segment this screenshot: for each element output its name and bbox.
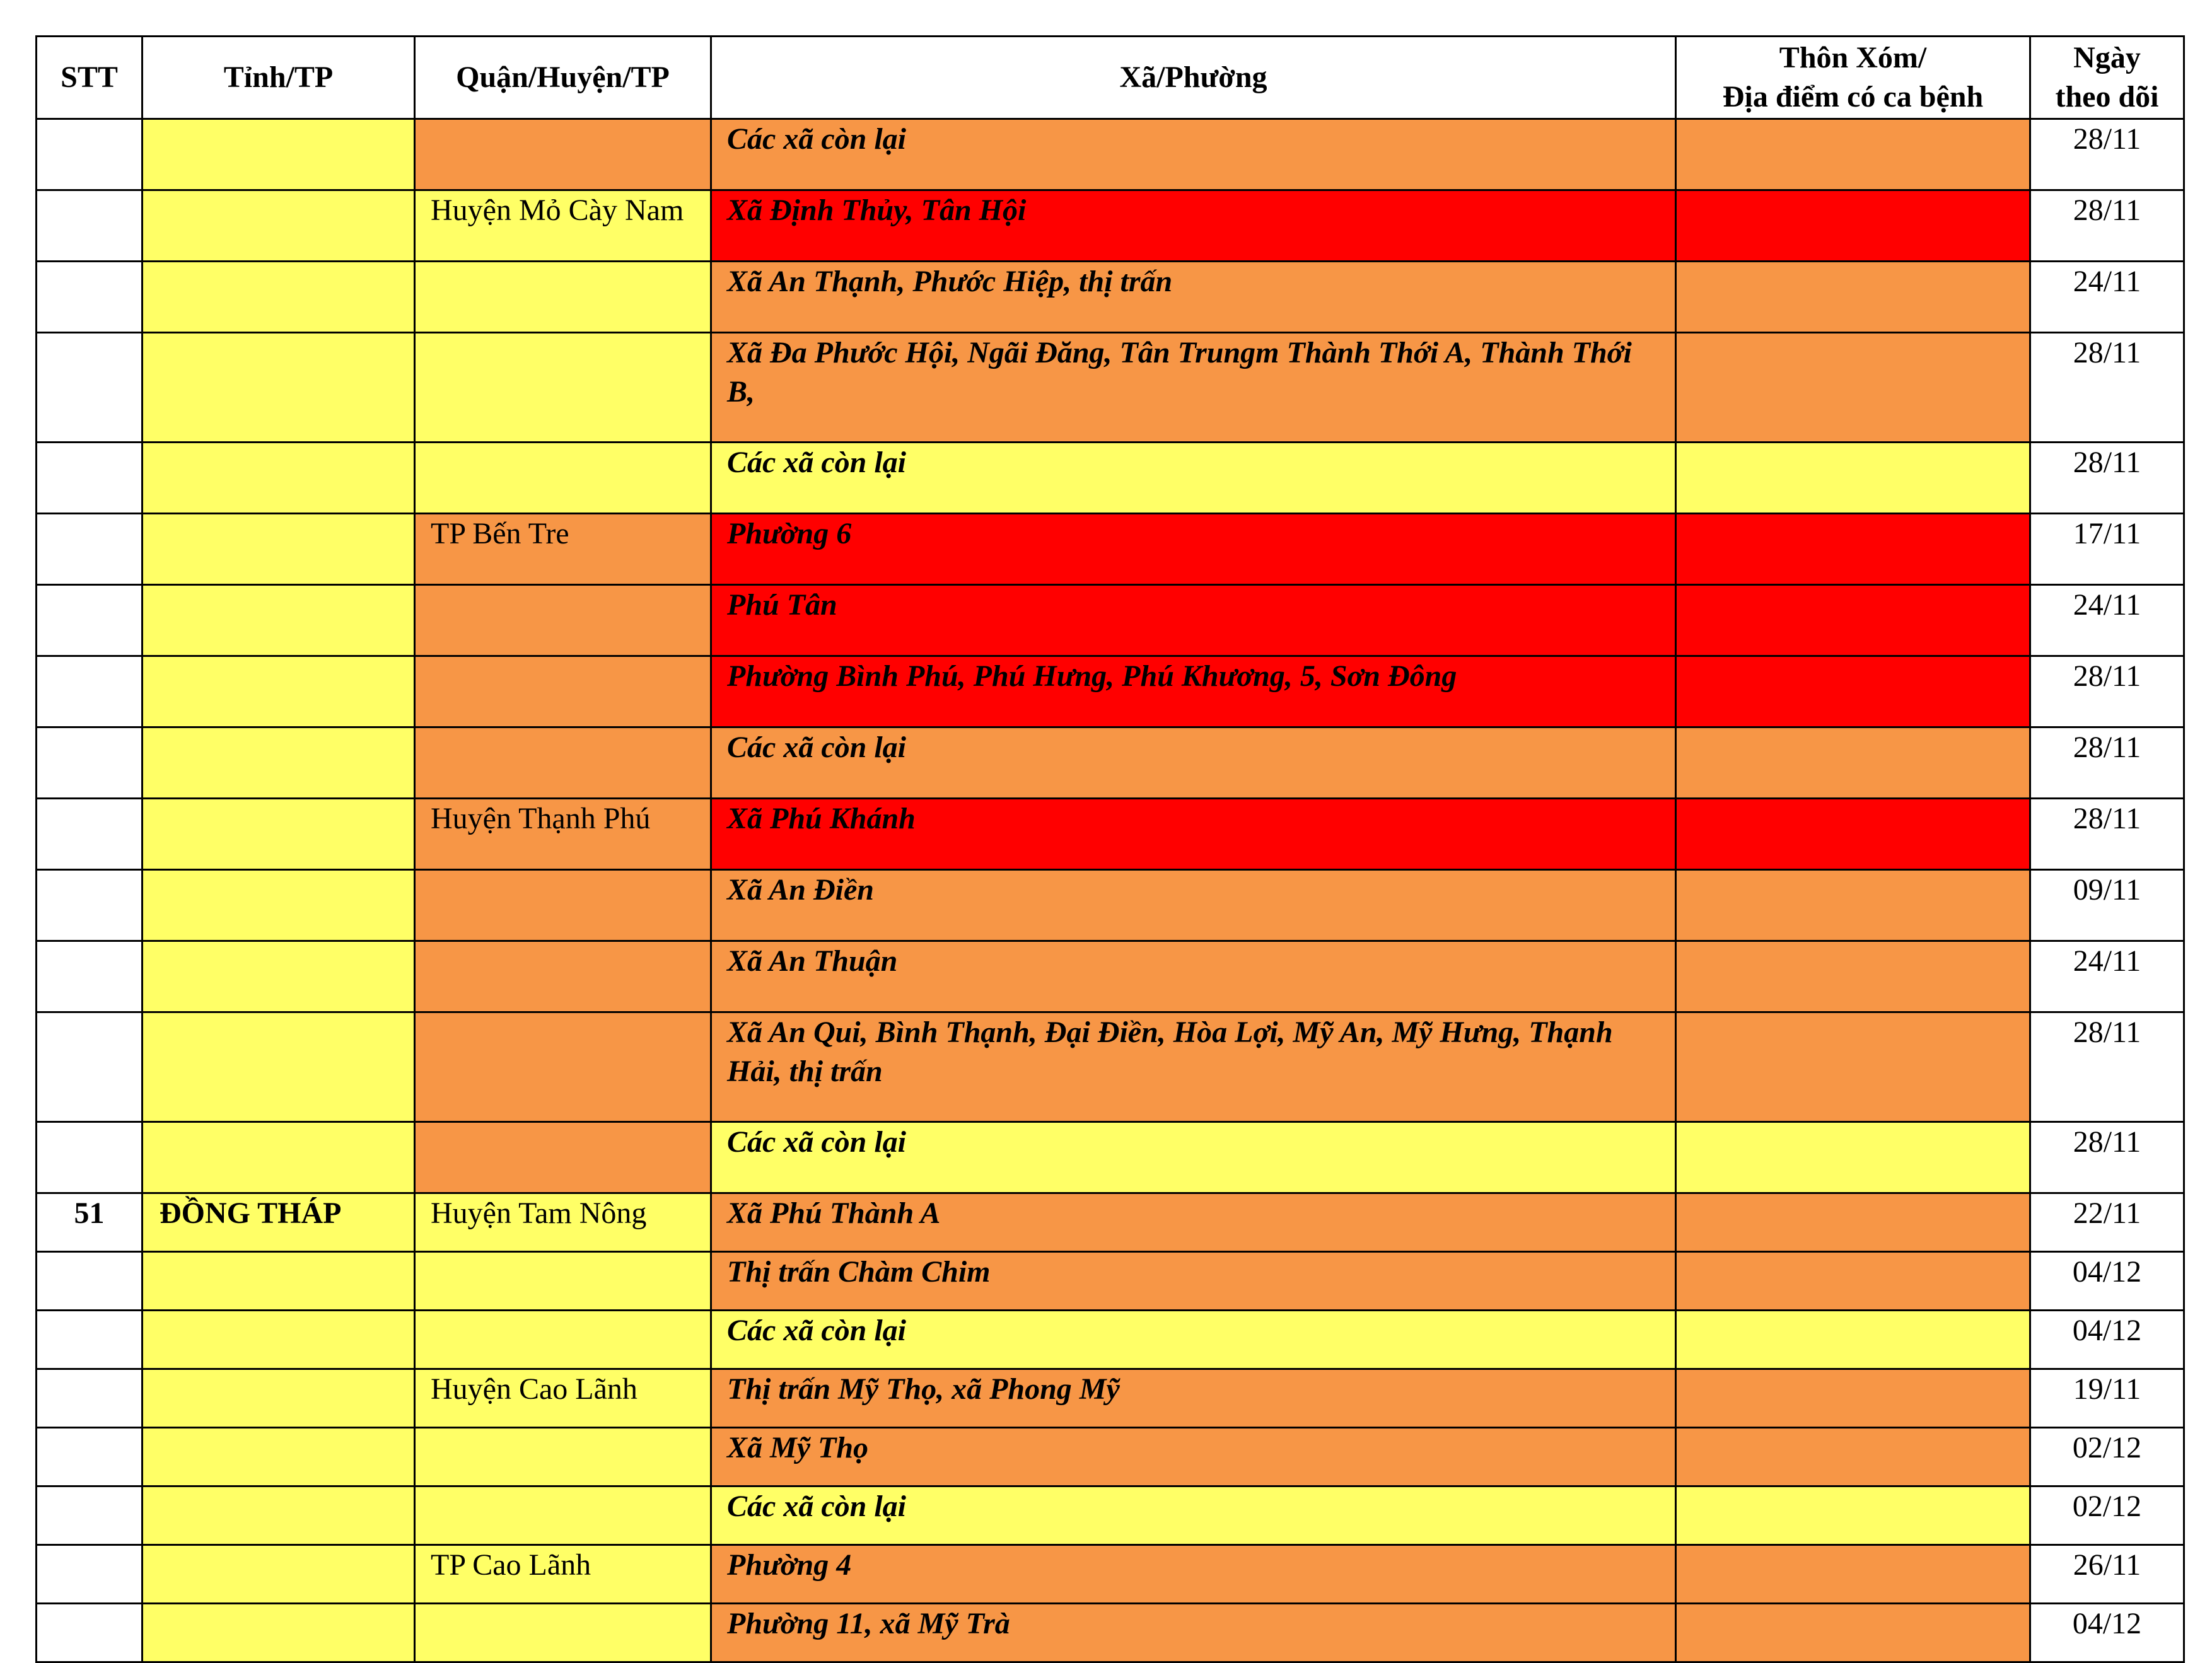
cell-date: 24/11 [2030,585,2184,656]
table-row [37,1486,2184,1545]
cell-province [143,1311,415,1369]
cell-province [143,799,415,870]
header-row [37,37,2184,119]
cell-hamlet [1676,443,2030,514]
cell-stt [37,870,143,941]
table-row [37,1604,2184,1662]
header-stt: STT [37,37,143,119]
cell-district: TP Bến Tre [415,514,711,585]
cell-stt [37,1545,143,1604]
cell-ward: Xã Mỹ Thọ [711,1428,1676,1486]
table-row [37,1369,2184,1428]
table-row [37,1122,2184,1193]
cell-district [415,941,711,1012]
cell-date: 04/12 [2030,1604,2184,1662]
cell-province [143,443,415,514]
cell-hamlet [1676,941,2030,1012]
cell-province [143,1122,415,1193]
cell-hamlet [1676,514,2030,585]
cell-stt [37,514,143,585]
cell-date: 26/11 [2030,1545,2184,1604]
cell-province [143,870,415,941]
cell-stt [37,1604,143,1662]
header-date-line2: theo dõi [2055,80,2159,113]
cell-hamlet [1676,870,2030,941]
cell-province [143,1252,415,1311]
table-row [37,119,2184,190]
cell-date: 28/11 [2030,799,2184,870]
cell-stt [37,1311,143,1369]
cell-hamlet [1676,1486,2030,1545]
header-date-line1: Ngày [2073,41,2141,74]
cell-district: Huyện Mỏ Cày Nam [415,190,711,262]
cell-district: Huyện Thạnh Phú [415,799,711,870]
cell-district [415,262,711,333]
cell-date: 28/11 [2030,1012,2184,1122]
header-hamlet-line1: Thôn Xóm/ [1779,41,1927,74]
cell-date: 09/11 [2030,870,2184,941]
table-row [37,1012,2184,1122]
cell-date: 24/11 [2030,941,2184,1012]
cell-district [415,1311,711,1369]
table-row [37,190,2184,262]
cell-ward: Phường 4 [711,1545,1676,1604]
cell-stt [37,1369,143,1428]
table-row [37,1545,2184,1604]
header-hamlet-line2: Địa điểm có ca bệnh [1722,80,1984,113]
cell-stt [37,727,143,799]
cell-district [415,1428,711,1486]
table-row [37,727,2184,799]
cell-stt [37,119,143,190]
cell-province [143,585,415,656]
cell-ward: Thị trấn Mỹ Thọ, xã Phong Mỹ [711,1369,1676,1428]
cell-province [143,119,415,190]
table-row [37,1311,2184,1369]
cell-stt [37,585,143,656]
cell-hamlet [1676,656,2030,727]
cell-stt [37,1486,143,1545]
cell-district [415,656,711,727]
cell-ward: Thị trấn Chàm Chim [711,1252,1676,1311]
cell-date: 04/12 [2030,1252,2184,1311]
cell-hamlet [1676,190,2030,262]
cell-district [415,1486,711,1545]
cell-date: 28/11 [2030,1122,2184,1193]
cell-hamlet [1676,1428,2030,1486]
cell-province [143,656,415,727]
cell-hamlet [1676,1545,2030,1604]
cell-ward: Các xã còn lại [711,727,1676,799]
cell-date: 02/12 [2030,1486,2184,1545]
table-row [37,870,2184,941]
cell-province [143,727,415,799]
cell-stt [37,1012,143,1122]
cell-hamlet [1676,1311,2030,1369]
cell-province [143,333,415,443]
cell-hamlet [1676,262,2030,333]
cell-stt [37,1122,143,1193]
cell-district [415,443,711,514]
cell-district: Huyện Cao Lãnh [415,1369,711,1428]
cell-hamlet [1676,727,2030,799]
cell-ward: Xã Phú Khánh [711,799,1676,870]
cell-hamlet [1676,1193,2030,1252]
cell-hamlet [1676,585,2030,656]
cell-ward: Xã Đa Phước Hội, Ngãi Đăng, Tân Trungm Thành Thới A, Thành Thới B, [711,333,1676,443]
cell-district [415,333,711,443]
table-row [37,1193,2184,1252]
header-district: Quận/Huyện/TP [415,37,711,119]
cell-hamlet [1676,119,2030,190]
cell-district: TP Cao Lãnh [415,1545,711,1604]
cell-district [415,870,711,941]
cell-date: 17/11 [2030,514,2184,585]
cell-ward: Các xã còn lại [711,1486,1676,1545]
cell-ward: Các xã còn lại [711,1311,1676,1369]
cell-district: Huyện Tam Nông [415,1193,711,1252]
table-row [37,585,2184,656]
cell-province [143,1486,415,1545]
cell-stt: 51 [37,1193,143,1252]
cell-ward: Các xã còn lại [711,1122,1676,1193]
cell-province [143,514,415,585]
cell-date: 28/11 [2030,656,2184,727]
cell-province [143,1428,415,1486]
cell-district [415,727,711,799]
cell-hamlet [1676,1012,2030,1122]
header-date [2030,37,2184,119]
cell-ward: Phú Tân [711,585,1676,656]
covid-risk-table [35,35,2185,1663]
header-province: Tỉnh/TP [143,37,415,119]
cell-ward: Xã Định Thủy, Tân Hội [711,190,1676,262]
cell-ward: Các xã còn lại [711,443,1676,514]
cell-date: 28/11 [2030,119,2184,190]
cell-district [415,1122,711,1193]
table-row [37,333,2184,443]
cell-ward: Xã An Qui, Bình Thạnh, Đại Điền, Hòa Lợi, Mỹ An, Mỹ Hưng, Thạnh Hải, thị trấn [711,1012,1676,1122]
cell-date: 19/11 [2030,1369,2184,1428]
cell-district [415,585,711,656]
cell-province [143,1012,415,1122]
table-row [37,1428,2184,1486]
cell-date: 02/12 [2030,1428,2184,1486]
cell-stt [37,333,143,443]
cell-hamlet [1676,1604,2030,1662]
cell-hamlet [1676,1252,2030,1311]
cell-stt [37,262,143,333]
cell-province [143,1369,415,1428]
cell-stt [37,190,143,262]
cell-ward: Phường 11, xã Mỹ Trà [711,1604,1676,1662]
cell-stt [37,1252,143,1311]
table-row [37,443,2184,514]
cell-stt [37,656,143,727]
cell-ward: Xã An Thuận [711,941,1676,1012]
cell-ward: Xã An Thạnh, Phước Hiệp, thị trấn [711,262,1676,333]
cell-province: ĐỒNG THÁP [143,1193,415,1252]
cell-province [143,262,415,333]
cell-date: 22/11 [2030,1193,2184,1252]
cell-province [143,1545,415,1604]
cell-stt [37,443,143,514]
cell-date: 28/11 [2030,727,2184,799]
header-hamlet [1676,37,2030,119]
table-row [37,941,2184,1012]
cell-district [415,1012,711,1122]
cell-ward: Phường 6 [711,514,1676,585]
cell-ward: Xã An Điền [711,870,1676,941]
table-row [37,656,2184,727]
cell-province [143,1604,415,1662]
cell-date: 28/11 [2030,190,2184,262]
cell-ward: Phường Bình Phú, Phú Hưng, Phú Khương, 5, Sơn Đông [711,656,1676,727]
cell-hamlet [1676,333,2030,443]
cell-stt [37,1428,143,1486]
cell-ward: Các xã còn lại [711,119,1676,190]
cell-province [143,190,415,262]
header-ward: Xã/Phường [711,37,1676,119]
cell-date: 24/11 [2030,262,2184,333]
cell-date: 28/11 [2030,333,2184,443]
cell-stt [37,799,143,870]
cell-stt [37,941,143,1012]
cell-hamlet [1676,1122,2030,1193]
cell-province [143,941,415,1012]
cell-hamlet [1676,799,2030,870]
table-row [37,262,2184,333]
cell-district [415,119,711,190]
cell-ward: Xã Phú Thành A [711,1193,1676,1252]
table-row [37,799,2184,870]
table-row [37,1252,2184,1311]
cell-district [415,1252,711,1311]
cell-hamlet [1676,1369,2030,1428]
table-body [37,119,2184,1662]
table-row [37,514,2184,585]
cell-date: 28/11 [2030,443,2184,514]
cell-date: 04/12 [2030,1311,2184,1369]
cell-district [415,1604,711,1662]
